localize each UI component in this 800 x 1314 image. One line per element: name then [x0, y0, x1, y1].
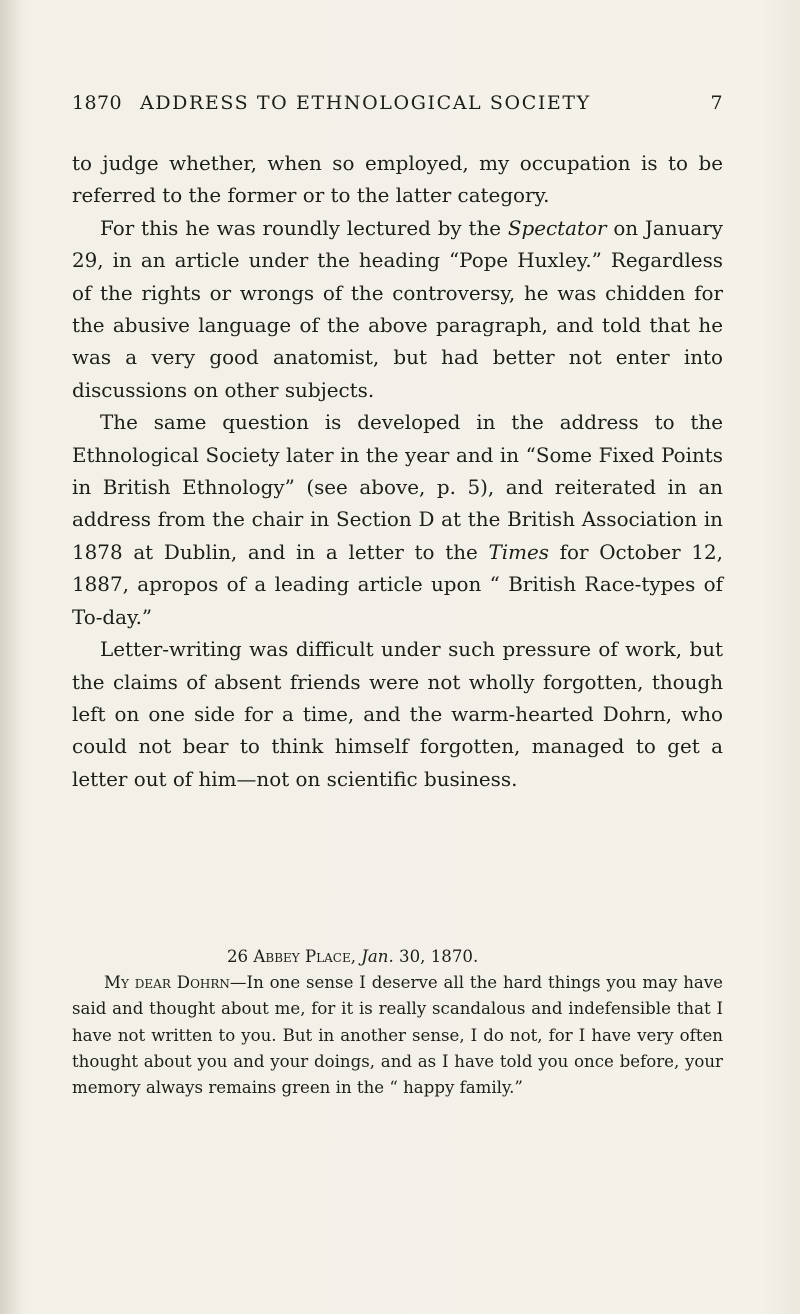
letter-date: 30, 1870. — [393, 947, 479, 966]
main-text — [72, 148, 723, 796]
paragraph-1-text: to judge whether, when so employed, my occupation is to be referred to the former or to the latter category. — [72, 152, 723, 208]
letter-body-text: —In one sense I deserve all the hard things you may have said and thought about me, for it is really scandalous and indefensible that I have not written to you. But in another sense, I do not, for I have very often thought about you and your doings, and as I have told you once before, your memory always remains green in the “ happy family.” — [72, 973, 723, 1098]
paragraph-4-text: Letter-writing was difficult under such pressure of work, but the claims of absent friends were not wholly forgotten, though left on one side for a time, and the warm-hearted Dohrn, who could not bear to think himself forgotten, managed to get a letter out of him—not on scientific business. — [72, 638, 723, 791]
page-gutter-shadow — [0, 0, 22, 1314]
times-title: Times — [488, 540, 549, 564]
header-year: 1870 — [72, 92, 122, 114]
paragraph-2 — [72, 213, 723, 407]
paragraph-1 — [72, 148, 723, 213]
paragraph-4 — [72, 634, 723, 796]
letter-body — [72, 970, 723, 1101]
letter-excerpt — [72, 944, 723, 1101]
running-header — [72, 92, 723, 124]
paragraph-3-text-start: The same question is developed in the address to the Ethnological Society later in the year and in “Some Fixed Points in British Ethnology” (see above, p. 5), and reiterated in an address from the chair in Section D at the British Association in 1878 at Dublin, and in a letter to the — [72, 411, 723, 564]
paragraph-3 — [72, 407, 723, 634]
letter-salutation: My dear Dohrn — [104, 973, 230, 993]
paragraph-2-text-start: For this he was roundly lectured by the — [100, 216, 508, 240]
letter-dateline — [72, 944, 723, 970]
letter-address: 26 Abbey Place, — [227, 947, 362, 966]
paragraph-3-text-end: for October 12, 1887, apropos of a leading article upon “ British Race-types of To-day.” — [72, 540, 723, 629]
header-running-title: ADDRESS TO ETHNOLOGICAL SOCIETY — [140, 92, 591, 114]
letter-month: Jan. — [361, 947, 394, 966]
paragraph-2-text-end: on January 29, in an article under the heading “Pope Huxley.” Regardless of the rights or wrongs of the controversy, he was chidden for the abusive language of the above paragraph, and told that he was a very good anatomist, but had better not enter into discussions on other subjects. — [72, 216, 723, 402]
spectator-title: Spectator — [507, 216, 607, 240]
header-page-number: 7 — [710, 92, 723, 114]
